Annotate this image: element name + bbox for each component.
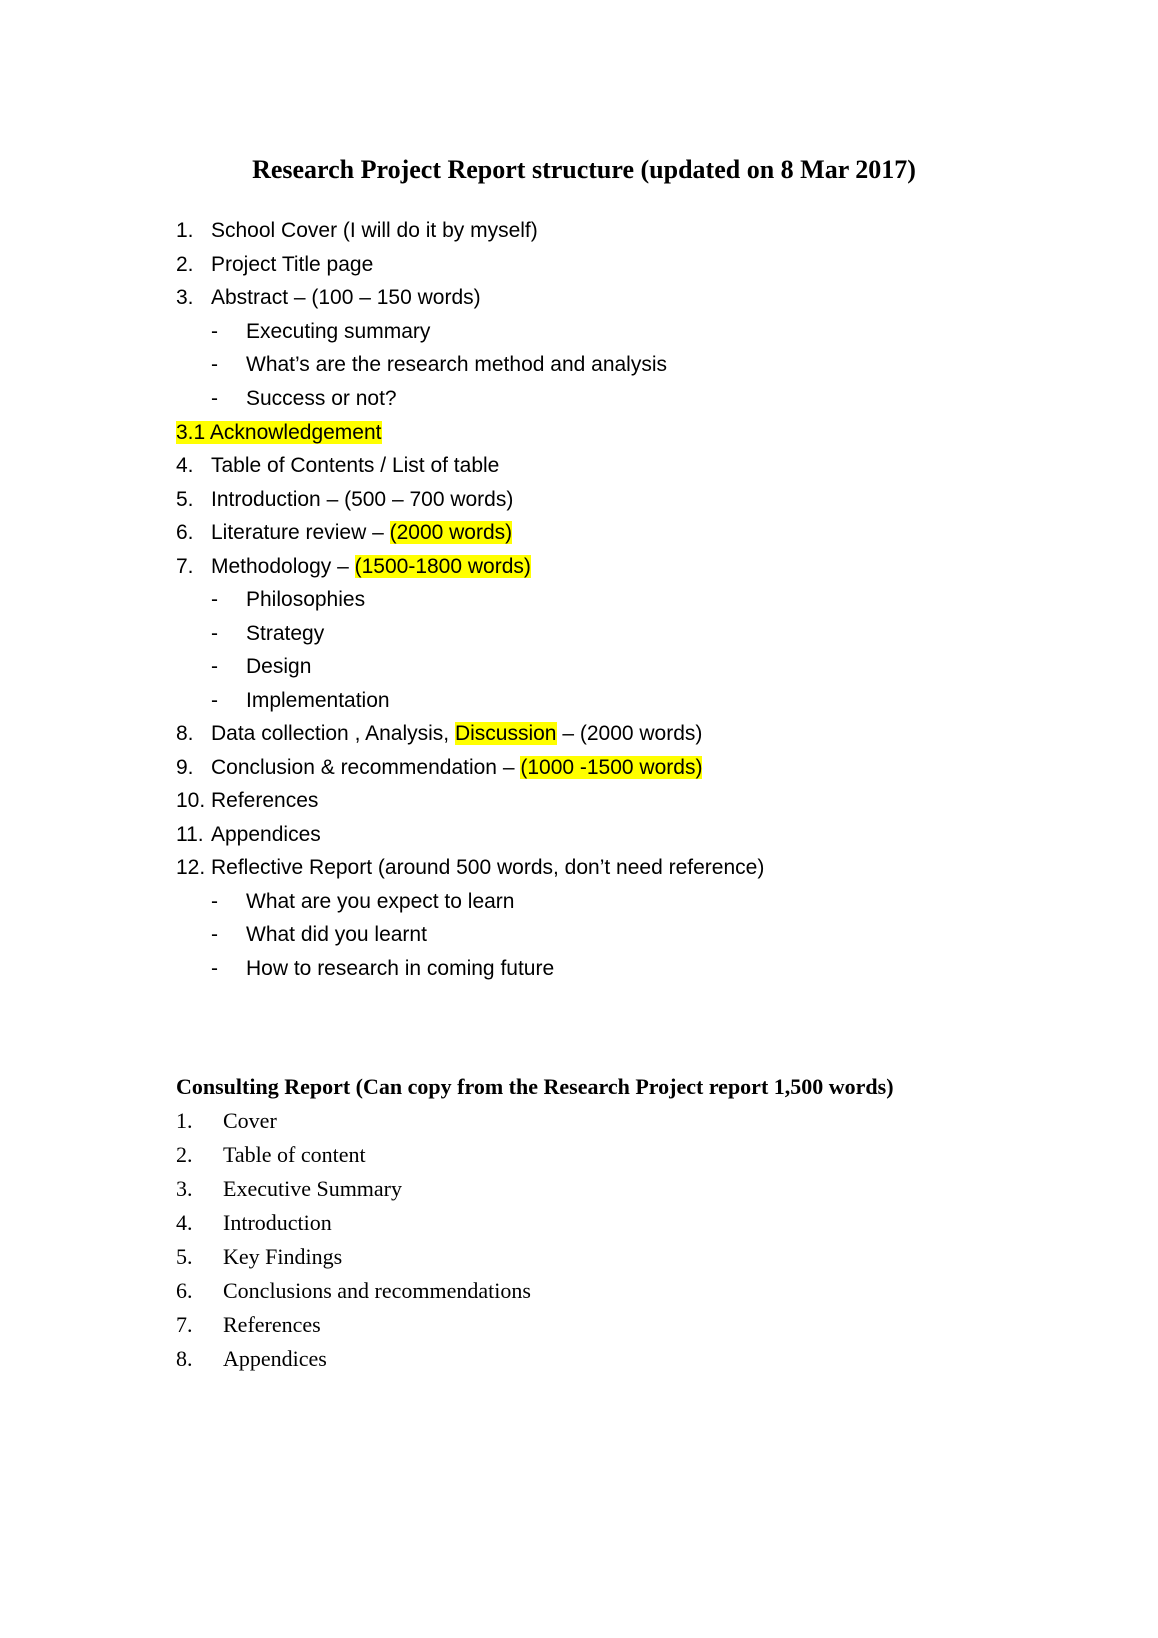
- sub-list-item: [211, 382, 397, 416]
- list-text: Executing summary: [246, 320, 431, 343]
- list-text: Success or not?: [246, 387, 397, 410]
- dash-bullet: -: [211, 689, 218, 712]
- list-number: 3.: [176, 1176, 193, 1201]
- list-item: [176, 717, 702, 751]
- list-item: [176, 1342, 327, 1376]
- list-text: Reflective Report (around 500 words, don’t need reference): [211, 856, 765, 879]
- consulting-report-heading: Consulting Report (Can copy from the Research Project report 1,500 words): [176, 1074, 894, 1099]
- list-item: [176, 281, 481, 315]
- list-text: What’s are the research method and analysis: [246, 353, 668, 376]
- list-text: Cover: [223, 1108, 277, 1133]
- list-text: Table of content: [223, 1142, 366, 1167]
- sub-list-item: [211, 650, 311, 684]
- list-item: [176, 449, 499, 483]
- list-number: 2.: [176, 253, 194, 276]
- sub-list-item: [211, 952, 554, 986]
- list-text: What did you learnt: [246, 923, 427, 946]
- list-item-acknowledgement: [176, 416, 382, 450]
- list-number: 3.: [176, 286, 194, 309]
- list-item: [176, 1240, 342, 1274]
- list-text: Appendices: [223, 1346, 327, 1371]
- list-text: Philosophies: [246, 588, 366, 611]
- list-number: 5.: [176, 488, 194, 511]
- list-item: [176, 1206, 332, 1240]
- list-text: Acknowledgement: [209, 421, 382, 444]
- list-item: [176, 1104, 277, 1138]
- highlighted-text: (1500-1800 words): [354, 555, 531, 578]
- list-number: 3.1: [176, 421, 206, 444]
- list-number: 6.: [176, 1278, 193, 1303]
- list-item: [176, 1274, 531, 1308]
- list-item: [176, 1308, 321, 1342]
- list-item: [176, 851, 764, 885]
- list-item: [176, 784, 318, 818]
- list-text: Appendices: [211, 823, 321, 846]
- dash-bullet: -: [211, 957, 218, 980]
- sub-list-item: [211, 315, 430, 349]
- list-text: Introduction: [223, 1210, 332, 1235]
- list-number: 2.: [176, 1142, 193, 1167]
- list-text: Conclusions and recommendations: [223, 1278, 531, 1303]
- dash-bullet: -: [211, 655, 218, 678]
- dash-bullet: -: [211, 622, 218, 645]
- list-item: [176, 214, 538, 248]
- list-text: Methodology –: [211, 555, 355, 578]
- list-text: Strategy: [246, 622, 325, 645]
- list-number: 10.: [176, 789, 206, 812]
- list-item: [176, 516, 512, 550]
- list-text: Data collection , Analysis,: [211, 722, 455, 745]
- dash-bullet: -: [211, 387, 218, 410]
- list-text: Key Findings: [223, 1244, 343, 1269]
- list-item: [176, 550, 531, 584]
- list-number: 4.: [176, 454, 194, 477]
- list-number: 9.: [176, 756, 194, 779]
- dash-bullet: -: [211, 923, 218, 946]
- dash-bullet: -: [211, 320, 218, 343]
- list-number: 8.: [176, 722, 194, 745]
- sub-list-item: [211, 918, 427, 952]
- list-text: Introduction – (500 – 700 words): [211, 488, 514, 511]
- list-number: 8.: [176, 1346, 193, 1371]
- dash-bullet: -: [211, 353, 218, 376]
- list-number: 11.: [176, 823, 204, 846]
- list-item: [176, 248, 373, 282]
- dash-bullet: -: [211, 588, 218, 611]
- list-number: 1.: [176, 1108, 193, 1133]
- list-text: Project Title page: [211, 253, 374, 276]
- sub-list-item: [211, 684, 390, 718]
- sub-list-item: [211, 617, 324, 651]
- list-text: Literature review –: [211, 521, 390, 544]
- list-number: 5.: [176, 1244, 193, 1269]
- list-number: 7.: [176, 555, 194, 578]
- list-text: Conclusion & recommendation –: [211, 756, 521, 779]
- list-number: 1.: [176, 219, 194, 242]
- list-text: References: [223, 1312, 321, 1337]
- sub-list-item: [211, 583, 365, 617]
- list-text: School Cover (I will do it by myself): [211, 219, 538, 242]
- list-item: [176, 751, 702, 785]
- list-item: [176, 1172, 402, 1206]
- list-text: Abstract – (100 – 150 words): [211, 286, 481, 309]
- list-text: What are you expect to learn: [246, 890, 515, 913]
- highlighted-text: [176, 421, 382, 444]
- sub-list-item: [211, 348, 667, 382]
- list-text: Table of Contents / List of table: [211, 454, 500, 477]
- list-number: 6.: [176, 521, 194, 544]
- list-text: Executive Summary: [223, 1176, 403, 1201]
- list-number: 7.: [176, 1312, 193, 1337]
- highlighted-text: (1000 -1500 words): [520, 756, 703, 779]
- list-number: 4.: [176, 1210, 193, 1235]
- list-text: Implementation: [246, 689, 390, 712]
- list-text: Design: [246, 655, 312, 678]
- highlighted-text: (2000 words): [389, 521, 513, 544]
- list-item: [176, 483, 513, 517]
- list-text-after: – (2000 words): [556, 722, 703, 745]
- list-text: References: [211, 789, 319, 812]
- list-number: 12.: [176, 856, 206, 879]
- document-title: Research Project Report structure (updated on 8 Mar 2017): [252, 155, 916, 184]
- list-text: How to research in coming future: [246, 957, 555, 980]
- list-item: [176, 818, 321, 852]
- sub-list-item: [211, 885, 514, 919]
- highlighted-text: Discussion: [454, 722, 557, 745]
- dash-bullet: -: [211, 890, 218, 913]
- list-item: [176, 1138, 366, 1172]
